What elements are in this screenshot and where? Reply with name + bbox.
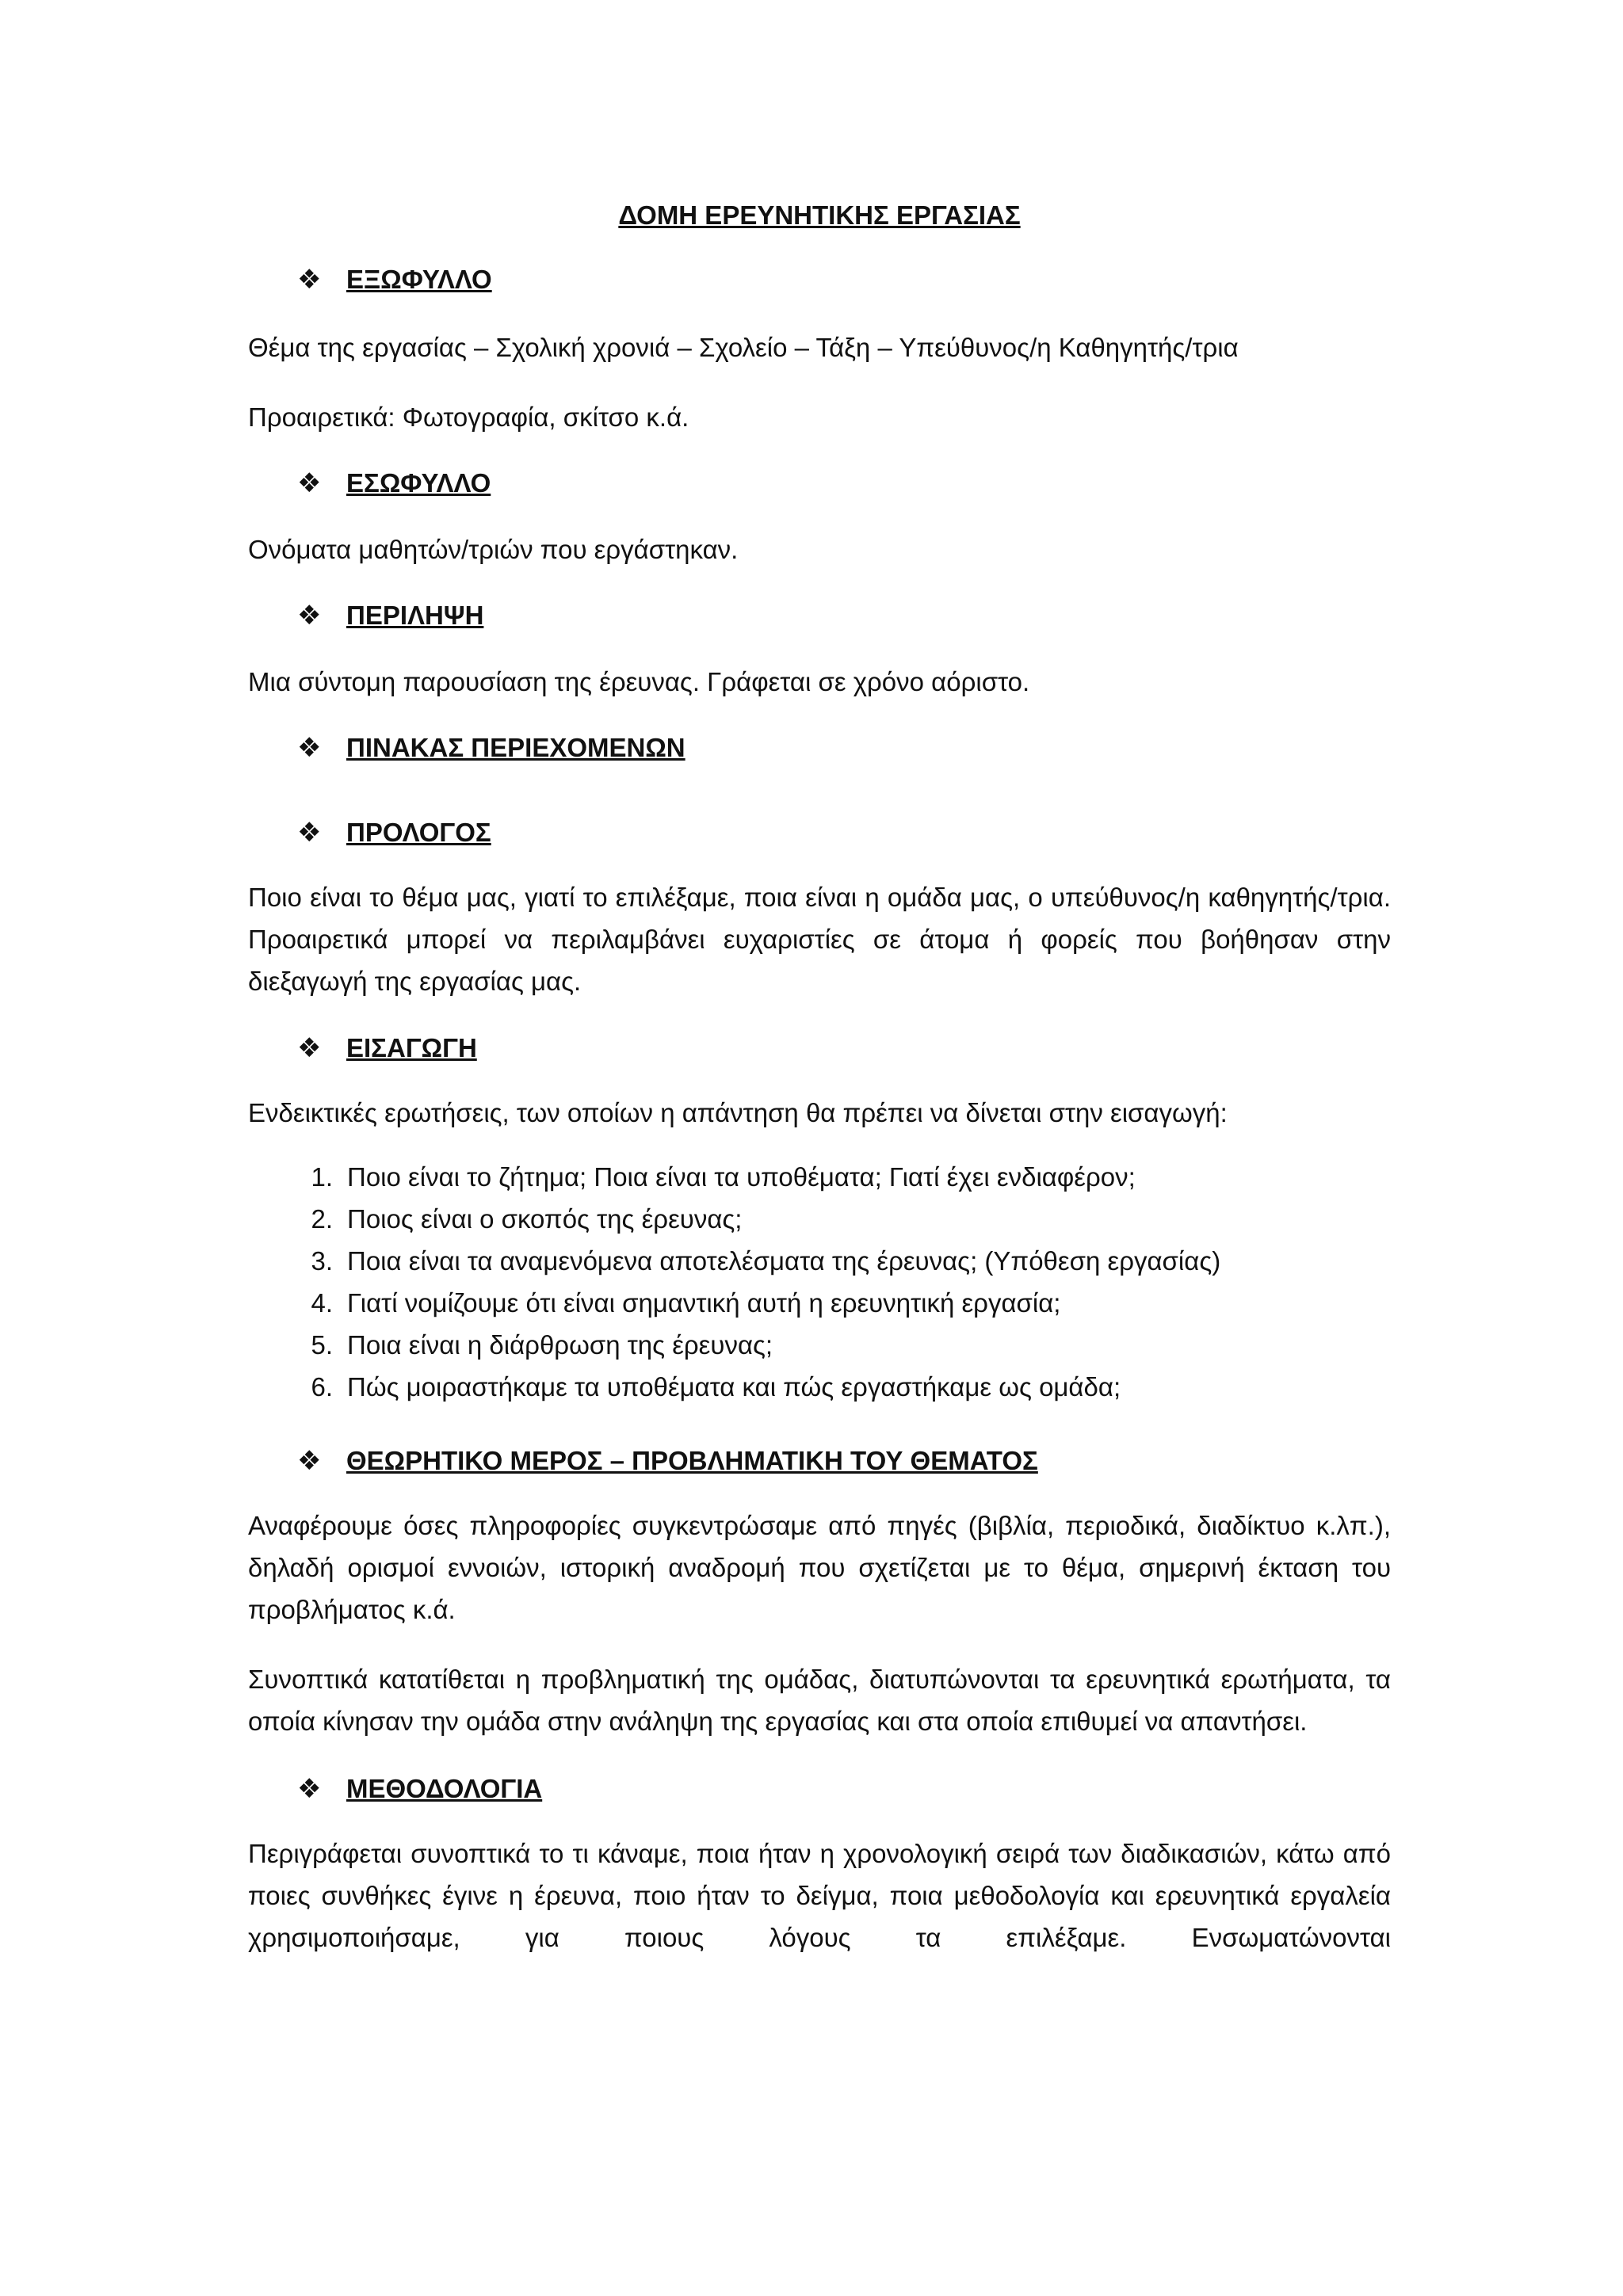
section-heading-label: ΠΡΟΛΟΓΟΣ	[346, 818, 491, 847]
list-item	[248, 1240, 1391, 1282]
list-item-text: Ποιο είναι το ζήτημα; Ποια είναι τα υποθέματα; Γιατί έχει ενδιαφέρον;	[347, 1162, 1136, 1192]
prologue-description: Ποιο είναι το θέμα μας, γιατί το επιλέξαμε, ποια είναι η ομάδα μας, ο υπεύθυνος/η καθηγητής/τρια. Προαιρετικά μπορεί να περιλαμβάνει ευχαριστίες σε άτομα ή φορείς που βοήθησαν στην διεξαγωγή της εργασίας μας.	[248, 883, 1391, 996]
list-item-text: Ποια είναι τα αναμενόμενα αποτελέσματα της έρευνας; (Υπόθεση εργασίας)	[347, 1246, 1221, 1276]
section-heading-label: ΕΙΣΑΓΩΓΗ	[346, 1033, 477, 1062]
list-item-text: Πώς μοιραστήκαμε τα υποθέματα και πώς εργαστήκαμε ως ομάδα;	[347, 1372, 1121, 1402]
section-heading-label: ΘΕΩΡΗΤΙΚΟ ΜΕΡΟΣ – ΠΡΟΒΛΗΜΑΤΙΚΗ ΤΟΥ ΘΕΜΑΤΟΣ	[346, 1446, 1038, 1475]
diamond-bullet-icon: ❖	[297, 818, 322, 848]
section-heading-cover	[297, 262, 1391, 297]
list-item-text: Ποιος είναι ο σκοπός της έρευνας;	[347, 1204, 743, 1234]
cover-description: Θέμα της εργασίας – Σχολική χρονιά – Σχολείο – Τάξη – Υπεύθυνος/η Καθηγητής/τρια	[248, 333, 1239, 362]
diamond-bullet-icon: ❖	[297, 601, 322, 631]
section-heading-label: ΠΕΡΙΛΗΨΗ	[346, 601, 484, 630]
section-heading-prologue	[297, 815, 1391, 850]
introduction-questions-list	[248, 1156, 1391, 1408]
section-heading-label: ΠΙΝΑΚΑΣ ΠΕΡΙΕΧΟΜΕΝΩΝ	[346, 733, 685, 762]
list-item	[248, 1156, 1391, 1198]
list-item-text: Ποια είναι η διάρθρωση της έρευνας;	[347, 1330, 773, 1360]
theory-paragraph-1: Αναφέρουμε όσες πληροφορίες συγκεντρώσαμε από πηγές (βιβλία, περιοδικά, διαδίκτυο κ.λπ.), δηλαδή ορισμοί εννοιών, ιστορική αναδρομή που σχετίζεται με το θέμα, σημερινή έκταση του προβλήματος κ.ά.	[248, 1511, 1391, 1624]
list-item	[248, 1198, 1391, 1240]
section-heading-theory	[297, 1444, 1391, 1478]
diamond-bullet-icon: ❖	[297, 733, 322, 763]
theory-paragraph-2: Συνοπτικά κατατίθεται η προβληματική της ομάδας, διατυπώνονται τα ερευνητικά ερωτήματα, τα οποία κίνησαν την ομάδα στην ανάληψη της εργασίας και στα οποία επιθυμεί να απαντήσει.	[248, 1665, 1391, 1736]
section-heading-toc	[297, 730, 1391, 765]
diamond-bullet-icon: ❖	[297, 1446, 322, 1476]
methodology-description: Περιγράφεται συνοπτικά το τι κάναμε, ποια ήταν η χρονολογική σειρά των διαδικασιών, κάτω από ποιες συνθήκες έγινε η έρευνα, ποιο ήταν το δείγμα, ποια μεθοδολογία και ερευνητικά εργαλεία χρησιμοποιήσαμε, για ποιους λόγους τα επιλέξαμε. Ενσωματώνονται	[248, 1839, 1391, 1952]
list-item-number: 6.	[311, 1372, 333, 1402]
diamond-bullet-icon: ❖	[297, 468, 322, 498]
list-item	[248, 1282, 1391, 1324]
document-title: ΔΟΜΗ ΕΡΕΥΝΗΤΙΚΗΣ ΕΡΓΑΣΙΑΣ	[618, 200, 1021, 230]
list-item-number: 1.	[311, 1162, 333, 1192]
section-heading-label: ΜΕΘΟΔΟΛΟΓΙΑ	[346, 1774, 543, 1803]
section-heading-methodology	[297, 1772, 1391, 1806]
list-item	[248, 1366, 1391, 1408]
list-item-number: 5.	[311, 1330, 333, 1360]
list-item	[248, 1324, 1391, 1366]
list-item-number: 2.	[311, 1204, 333, 1234]
section-heading-summary	[297, 598, 1391, 633]
summary-description: Μια σύντομη παρουσίαση της έρευνας. Γράφεται σε χρόνο αόριστο.	[248, 667, 1030, 696]
section-heading-introduction	[297, 1031, 1391, 1066]
diamond-bullet-icon: ❖	[297, 1033, 322, 1063]
section-heading-label: ΕΞΩΦΥΛΛΟ	[346, 265, 492, 294]
list-item-number: 3.	[311, 1246, 333, 1276]
introduction-description: Ενδεικτικές ερωτήσεις, των οποίων η απάντηση θα πρέπει να δίνεται στην εισαγωγή:	[248, 1098, 1228, 1127]
cover-optional-note: Προαιρετικά: Φωτογραφία, σκίτσο κ.ά.	[248, 402, 689, 432]
list-item-number: 4.	[311, 1288, 333, 1318]
list-item-text: Γιατί νομίζουμε ότι είναι σημαντική αυτή η ερευνητική εργασία;	[347, 1288, 1061, 1318]
diamond-bullet-icon: ❖	[297, 265, 322, 295]
inner-cover-description: Ονόματα μαθητών/τριών που εργάστηκαν.	[248, 535, 739, 564]
diamond-bullet-icon: ❖	[297, 1774, 322, 1804]
document-page	[248, 198, 1391, 1958]
section-heading-inner-cover	[297, 466, 1391, 501]
section-heading-label: ΕΣΩΦΥΛΛΟ	[346, 468, 491, 498]
